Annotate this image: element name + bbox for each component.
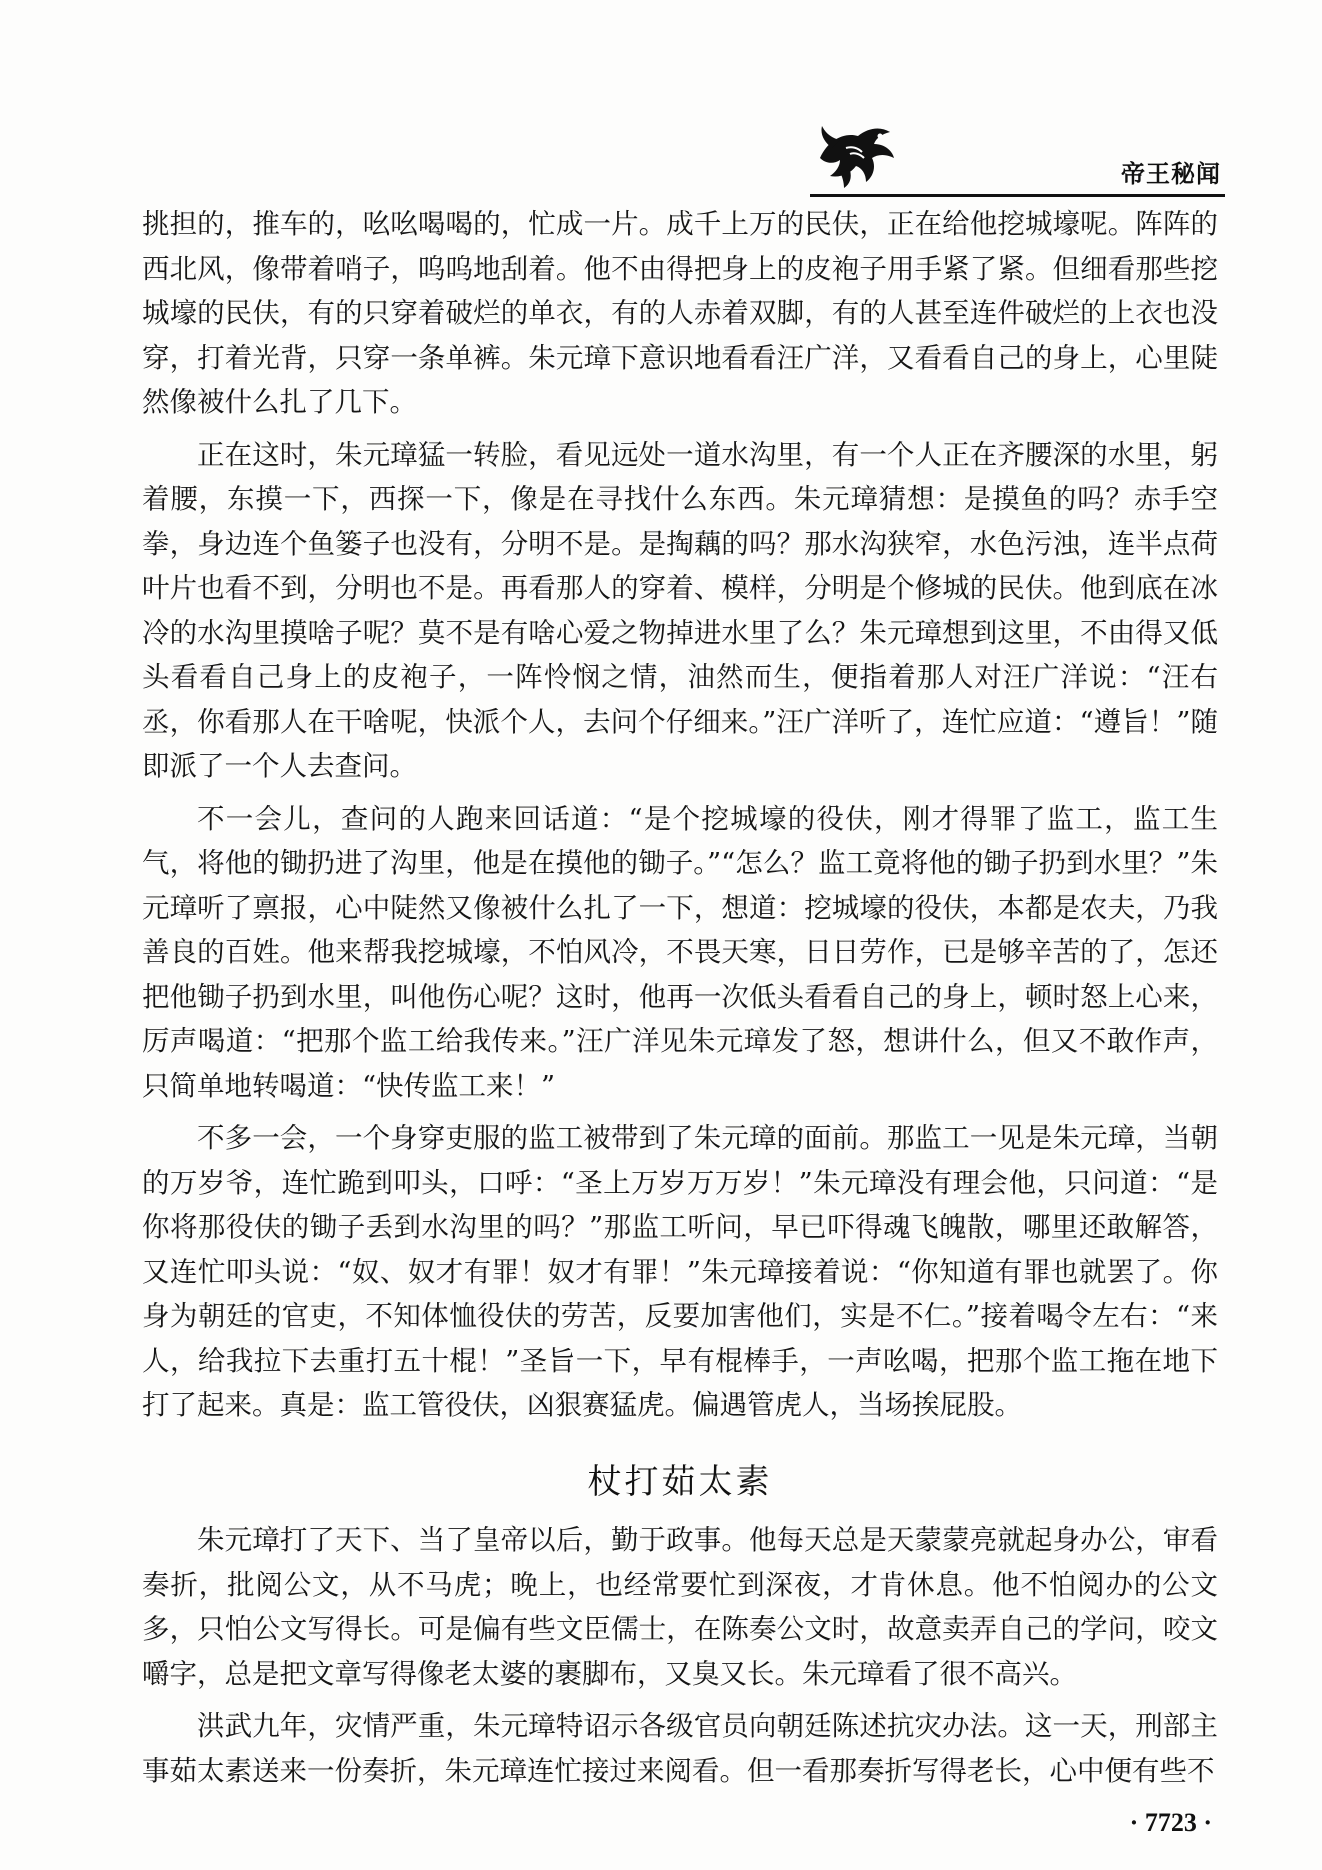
paragraph: 不一会儿，查问的人跑来回话道：“是个挖城壕的役伕，刚才得罪了监工，监工生气，将他的锄扔进了沟里，他是在摸他的锄子。”“怎么？监工竟将他的锄子扔到水里？”朱元璋听了禀报，心中陡然又像被什么扎了一下，想道：挖城壕的役伕，本都是农夫，乃我善良的百姓。他来帮我挖城壕，不怕风冷，不畏天寒，日日劳作，已是够辛苦的了，怎还把他锄子扔到水里，叫他伤心呢？这时，他再一次低头看看自己的身上，顿时怒上心来，厉声喝道：“把那个监工给我传来。”汪广洋见朱元璋发了怒，想讲什么，但又不敢作声，只简单地转喝道：“快传监工来！” — [142, 802, 1218, 1102]
text-block-bottom — [142, 1518, 1218, 1793]
paragraph: 挑担的，推车的，吆吆喝喝的，忙成一片。成千上万的民伕，正在给他挖城壕呢。阵阵的西北风，像带着哨子，呜呜地刮着。他不由得把身上的皮袍子用手紧了紧。但细看那些挖城壕的民伕，有的只穿着破烂的单衣，有的人赤着双脚，有的人甚至连件破烂的上衣也没穿，打着光背，只穿一条单裤。朱元璋下意识地看看汪广洋，又看看自己的身上，心里陡然像被什么扎了几下。 — [142, 208, 1218, 418]
paragraph: 朱元璋打了天下、当了皇帝以后，勤于政事。他每天总是天蒙蒙亮就起身办公，审看奏折，批阅公文，从不马虎；晚上，也经常要忙到深夜，才肯休息。他不怕阅办的公文多，只怕公文写得长。可是偏有些文臣儒士，在陈奏公文时，故意卖弄自己的学问，咬文嚼字，总是把文章写得像老太婆的裹脚布，又臭又长。朱元璋看了很不高兴。 — [142, 1524, 1218, 1690]
running-header — [810, 118, 1225, 198]
section-title: 杖打茹太素 — [587, 1462, 773, 1502]
dragon-icon — [810, 118, 900, 190]
paragraph: 不多一会，一个身穿吏服的监工被带到了朱元璋的面前。那监工一见是朱元璋，当朝的万岁爷，连忙跪到叩头，口呼：“圣上万岁万万岁！”朱元璋没有理会他，只问道：“是你将那役伕的锄子丢到水沟里的吗？”那监工听问，早已吓得魂飞魄散，哪里还敢解答，又连忙叩头说：“奴、奴才有罪！奴才有罪！”朱元璋接着说：“你知道有罪也就罢了。你身为朝廷的官吏，不知体恤役伕的劳苦，反要加害他们，实是不仁。”接着喝令左右：“来人，给我拉下去重打五十棍！”圣旨一下，早有棍棒手，一声吆喝，把那个监工拖在地下打了起来。真是：监工管役伕，凶狠赛猛虎。偏遇管虎人，当场挨屁股。 — [142, 1122, 1218, 1421]
header-rule — [810, 194, 1225, 197]
paragraph: 正在这时，朱元璋猛一转脸，看见远处一道水沟里，有一个人正在齐腰深的水里，躬着腰，东摸一下，西探一下，像是在寻找什么东西。朱元璋猜想：是摸鱼的吗？赤手空拳，身边连个鱼篓子也没有，分明不是。是掏藕的吗？那水沟狭窄，水色污浊，连半点荷叶片也看不到，分明也不是。再看那人的穿着、模样，分明是个修城的民伕。他到底在冰冷的水沟里摸啥子呢？莫不是有啥心爱之物掉进水里了么？朱元璋想到这里，不由得又低头看看自己身上的皮袍子，一阵怜悯之情，油然而生，便指着那人对汪广洋说：“汪右丞，你看那人在干啥呢，快派个人，去问个仔细来。”汪广洋听了，连忙应道：“遵旨！”随即派了一个人去查问。 — [142, 438, 1218, 782]
page-number: · 7723 · — [1129, 1808, 1212, 1837]
header-title: 帝王秘闻 — [1121, 160, 1221, 188]
paragraph: 洪武九年，灾情严重，朱元璋特诏示各级官员向朝廷陈述抗灾办法。这一天，刑部主事茹太素送来一份奏折，朱元璋连忙接过来阅看。但一看那奏折写得老长，心中便有些不 — [142, 1710, 1218, 1787]
text-block-top — [142, 202, 1218, 1428]
